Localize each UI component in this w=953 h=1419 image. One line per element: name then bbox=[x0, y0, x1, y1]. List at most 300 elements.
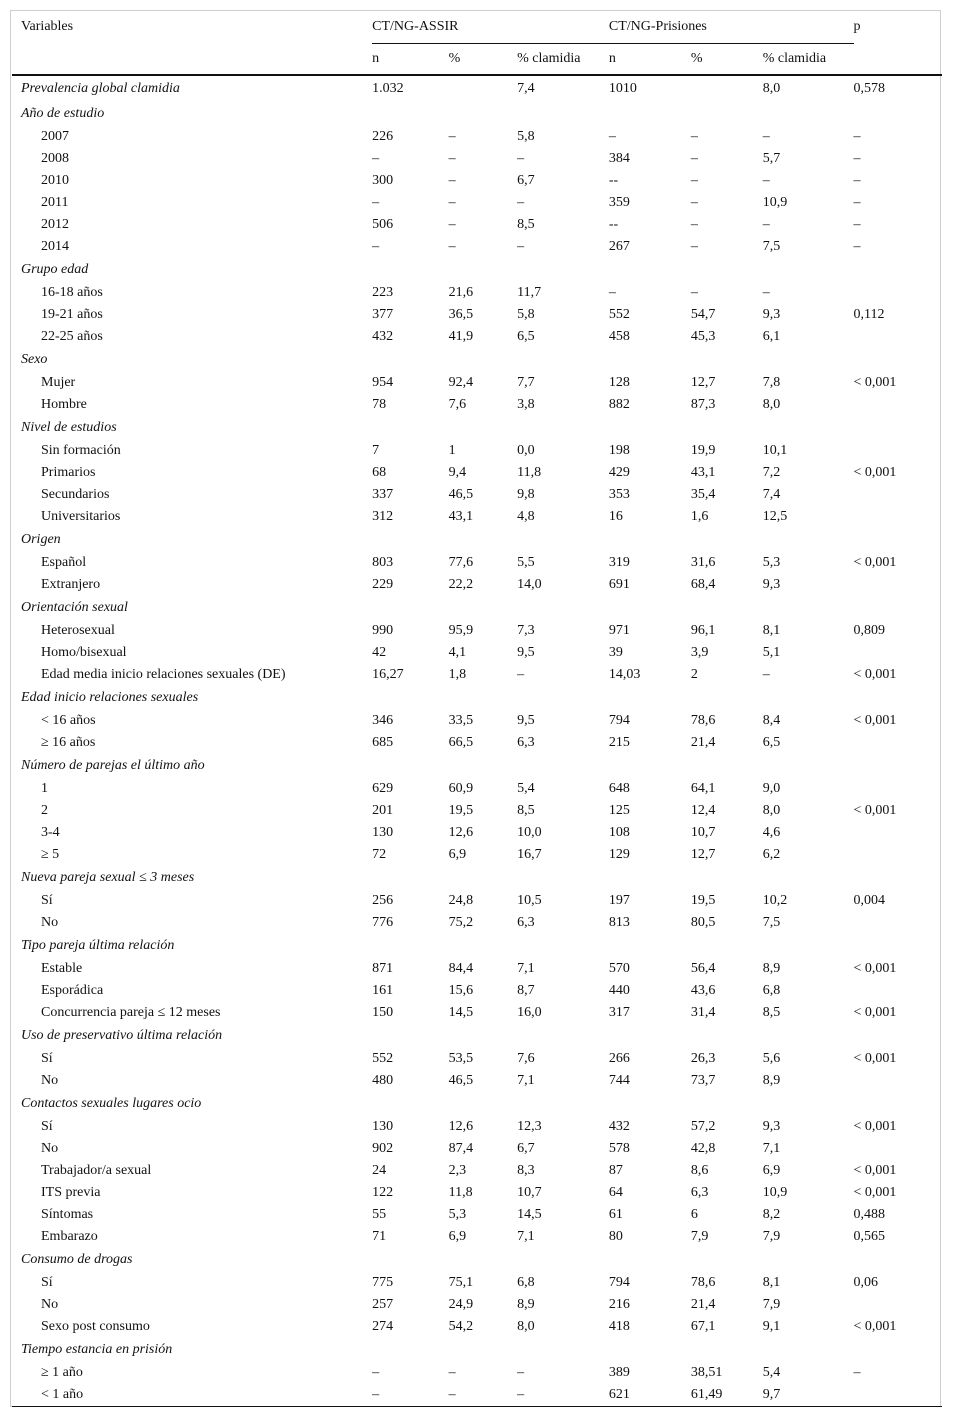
cell-assir-n: 161 bbox=[372, 983, 394, 998]
row-label: Concurrencia pareja ≤ 12 meses bbox=[41, 1005, 221, 1020]
cell-assir-pct: 22,2 bbox=[448, 577, 474, 592]
cell-prisiones-n: 14,03 bbox=[608, 667, 641, 682]
cell-prisiones-clamidia: 5,7 bbox=[762, 151, 781, 166]
table-row bbox=[12, 148, 942, 170]
cell-assir-clamidia: 5,8 bbox=[517, 129, 535, 144]
cell-assir-pct: 43,1 bbox=[448, 509, 474, 524]
cell-assir-clamidia: 7,7 bbox=[517, 375, 535, 390]
cell-assir-clamidia: 10,7 bbox=[517, 1185, 542, 1200]
cell-prisiones-pct: 54,7 bbox=[690, 307, 716, 322]
row-label: No bbox=[41, 915, 59, 930]
cell-assir-clamidia: 6,3 bbox=[517, 735, 535, 750]
cell-assir-clamidia: 12,3 bbox=[517, 1119, 542, 1134]
cell-prisiones-n: 570 bbox=[608, 961, 630, 976]
cell-prisiones-n: 418 bbox=[608, 1319, 630, 1334]
cell-assir-n: 229 bbox=[372, 577, 394, 592]
row-label: No bbox=[41, 1073, 59, 1088]
cell-p-value: – bbox=[853, 173, 861, 188]
cell-prisiones-pct: 10,7 bbox=[690, 825, 716, 840]
cell-assir-n: 1.032 bbox=[372, 81, 404, 96]
table-row bbox=[12, 1138, 942, 1160]
row-label: Homo/bisexual bbox=[41, 645, 127, 660]
cell-prisiones-n: – bbox=[608, 285, 616, 300]
cell-prisiones-pct: 12,4 bbox=[690, 803, 716, 818]
cell-p-value: 0,565 bbox=[853, 1229, 886, 1244]
table-row bbox=[12, 642, 942, 664]
cell-prisiones-clamidia: 6,8 bbox=[762, 983, 781, 998]
cell-prisiones-pct: 68,4 bbox=[690, 577, 716, 592]
cell-p-value: < 0,001 bbox=[853, 1163, 897, 1178]
table-row bbox=[12, 192, 942, 214]
section-label: Consumo de drogas bbox=[21, 1252, 133, 1267]
cell-assir-clamidia: 16,7 bbox=[517, 847, 542, 862]
cell-prisiones-clamidia: 7,2 bbox=[762, 465, 781, 480]
cell-assir-n: 274 bbox=[372, 1319, 394, 1334]
cell-prisiones-clamidia: 7,5 bbox=[762, 239, 781, 254]
cell-p-value: < 0,001 bbox=[853, 1051, 897, 1066]
cell-prisiones-pct bbox=[691, 75, 763, 102]
header-assir-clamidia: % clamidia bbox=[517, 43, 609, 75]
cell-prisiones-clamidia: 7,5 bbox=[762, 915, 781, 930]
cell-prisiones-n: 16 bbox=[608, 509, 623, 524]
cell-prisiones-clamidia: 8,1 bbox=[762, 1275, 781, 1290]
cell-prisiones-pct: 67,1 bbox=[690, 1319, 716, 1334]
cell-prisiones-pct: – bbox=[690, 217, 698, 232]
cell-assir-n: – bbox=[372, 1387, 380, 1402]
table-row bbox=[12, 170, 942, 192]
section-label: Año de estudio bbox=[21, 106, 105, 121]
cell-assir-clamidia: 14,0 bbox=[517, 577, 542, 592]
row-label: Trabajador/a sexual bbox=[41, 1163, 152, 1178]
cell-assir-n: 506 bbox=[372, 217, 394, 232]
cell-prisiones-pct: 12,7 bbox=[690, 375, 716, 390]
data-table bbox=[12, 12, 942, 1407]
cell-prisiones-clamidia: – bbox=[762, 129, 770, 144]
row-label: ≥ 5 bbox=[41, 847, 60, 862]
cell-prisiones-n: 794 bbox=[608, 713, 630, 728]
row-label: Universitarios bbox=[41, 509, 121, 524]
header-row-groups bbox=[12, 12, 942, 43]
cell-assir-n: 552 bbox=[372, 1051, 394, 1066]
table-row bbox=[12, 664, 942, 686]
cell-prisiones-clamidia: 9,3 bbox=[762, 307, 781, 322]
cell-assir-pct bbox=[449, 75, 518, 102]
cell-prisiones-n: 128 bbox=[608, 375, 630, 390]
cell-assir-pct: – bbox=[448, 195, 456, 210]
cell-assir-pct: 1 bbox=[448, 443, 456, 458]
cell-assir-n: 902 bbox=[372, 1141, 394, 1156]
section-row bbox=[12, 102, 942, 126]
cell-assir-n: 130 bbox=[372, 1119, 394, 1134]
table-row bbox=[12, 778, 942, 800]
cell-assir-clamidia: 7,6 bbox=[517, 1051, 535, 1066]
cell-p-value: < 0,001 bbox=[853, 555, 897, 570]
cell-assir-pct: 75,2 bbox=[448, 915, 474, 930]
cell-prisiones-pct: 78,6 bbox=[690, 1275, 716, 1290]
cell-assir-clamidia: 6,5 bbox=[517, 329, 535, 344]
cell-prisiones-clamidia: 7,1 bbox=[762, 1141, 781, 1156]
cell-assir-clamidia: 6,7 bbox=[517, 1141, 535, 1156]
cell-assir-n: 16,27 bbox=[372, 667, 404, 682]
cell-assir-pct: 24,9 bbox=[448, 1297, 474, 1312]
section-row bbox=[12, 348, 942, 372]
cell-assir-clamidia: 8,5 bbox=[517, 803, 535, 818]
cell-prisiones-pct: 26,3 bbox=[690, 1051, 716, 1066]
table-row bbox=[12, 1226, 942, 1248]
table-row bbox=[12, 1384, 942, 1407]
table-row bbox=[12, 732, 942, 754]
table-row bbox=[12, 1362, 942, 1384]
cell-assir-n: 226 bbox=[372, 129, 394, 144]
row-label: Hombre bbox=[41, 397, 87, 412]
cell-assir-clamidia: 7,4 bbox=[517, 81, 535, 96]
row-label: 2008 bbox=[41, 151, 69, 166]
cell-assir-n: 223 bbox=[372, 285, 394, 300]
cell-prisiones-pct: 12,7 bbox=[690, 847, 716, 862]
row-label: 19-21 años bbox=[41, 307, 103, 322]
cell-prisiones-n: 359 bbox=[608, 195, 630, 210]
cell-assir-clamidia: 8,9 bbox=[517, 1297, 535, 1312]
cell-prisiones-n: 971 bbox=[608, 623, 630, 638]
header-blank-p bbox=[854, 43, 942, 75]
cell-p-value bbox=[854, 484, 942, 506]
cell-p-value bbox=[854, 282, 942, 304]
cell-prisiones-clamidia: 8,0 bbox=[762, 803, 781, 818]
cell-prisiones-pct: 56,4 bbox=[690, 961, 716, 976]
section-row bbox=[12, 1338, 942, 1362]
header-prisiones-pct: % bbox=[691, 43, 763, 75]
table-row bbox=[12, 822, 942, 844]
cell-p-value: – bbox=[853, 195, 861, 210]
table-row bbox=[12, 844, 942, 866]
cell-assir-clamidia: 7,3 bbox=[517, 623, 535, 638]
cell-assir-pct: 2,3 bbox=[448, 1163, 467, 1178]
section-label: Orientación sexual bbox=[21, 600, 128, 615]
cell-prisiones-clamidia: 4,6 bbox=[762, 825, 781, 840]
cell-prisiones-n: 429 bbox=[608, 465, 630, 480]
row-label: Sexo post consumo bbox=[41, 1319, 150, 1334]
cell-assir-n: 776 bbox=[372, 915, 394, 930]
table-row bbox=[12, 1272, 942, 1294]
cell-assir-pct: – bbox=[448, 129, 456, 144]
cell-prisiones-n: 458 bbox=[608, 329, 630, 344]
table-row bbox=[12, 800, 942, 822]
cell-p-value: < 0,001 bbox=[853, 713, 897, 728]
cell-p-value bbox=[854, 844, 942, 866]
cell-assir-n: – bbox=[372, 151, 380, 166]
cell-assir-n: 346 bbox=[372, 713, 394, 728]
cell-prisiones-n: 882 bbox=[608, 397, 630, 412]
cell-prisiones-clamidia: 8,9 bbox=[762, 1073, 781, 1088]
cell-assir-n: 201 bbox=[372, 803, 394, 818]
cell-assir-pct: 66,5 bbox=[448, 735, 474, 750]
cell-assir-pct: 36,5 bbox=[448, 307, 474, 322]
row-label: 22-25 años bbox=[41, 329, 103, 344]
section-row bbox=[12, 866, 942, 890]
table-header bbox=[12, 12, 942, 75]
cell-assir-clamidia: 9,8 bbox=[517, 487, 535, 502]
cell-p-value: 0,578 bbox=[853, 81, 886, 96]
cell-prisiones-clamidia: 5,4 bbox=[762, 1365, 781, 1380]
header-variables: Variables bbox=[21, 19, 74, 34]
cell-prisiones-n: 621 bbox=[608, 1387, 630, 1402]
cell-p-value: < 0,001 bbox=[853, 375, 897, 390]
cell-prisiones-n: 432 bbox=[608, 1119, 630, 1134]
cell-prisiones-clamidia: 8,2 bbox=[762, 1207, 781, 1222]
table-row bbox=[12, 1204, 942, 1226]
cell-assir-n: 954 bbox=[372, 375, 394, 390]
summary-row bbox=[12, 75, 942, 102]
row-label: 2011 bbox=[41, 195, 69, 210]
cell-prisiones-pct: 31,6 bbox=[690, 555, 716, 570]
section-row bbox=[12, 686, 942, 710]
cell-assir-n: 300 bbox=[372, 173, 394, 188]
section-row bbox=[12, 528, 942, 552]
cell-assir-clamidia: 8,0 bbox=[517, 1319, 535, 1334]
section-label: Edad inicio relaciones sexuales bbox=[21, 690, 199, 705]
cell-prisiones-n: 215 bbox=[608, 735, 630, 750]
cell-p-value: – bbox=[853, 1365, 861, 1380]
cell-p-value bbox=[854, 1070, 942, 1092]
cell-assir-n: 122 bbox=[372, 1185, 394, 1200]
cell-prisiones-n: 39 bbox=[608, 645, 623, 660]
row-label: Español bbox=[41, 555, 87, 570]
cell-assir-clamidia: 5,5 bbox=[517, 555, 535, 570]
cell-prisiones-n: 87 bbox=[608, 1163, 623, 1178]
cell-prisiones-n: 1010 bbox=[608, 81, 637, 96]
cell-assir-pct: 15,6 bbox=[448, 983, 474, 998]
cell-p-value: 0,809 bbox=[853, 623, 886, 638]
cell-prisiones-clamidia: 6,2 bbox=[762, 847, 781, 862]
cell-p-value: – bbox=[853, 151, 861, 166]
cell-prisiones-n: 353 bbox=[608, 487, 630, 502]
cell-assir-pct: 77,6 bbox=[448, 555, 474, 570]
cell-assir-clamidia: 10,5 bbox=[517, 893, 542, 908]
row-label: 1 bbox=[41, 781, 48, 796]
row-label: Embarazo bbox=[41, 1229, 98, 1244]
table-row bbox=[12, 1182, 942, 1204]
cell-prisiones-pct: 61,49 bbox=[690, 1387, 723, 1402]
table-body bbox=[12, 75, 942, 1407]
cell-prisiones-clamidia: 5,1 bbox=[762, 645, 781, 660]
cell-assir-pct: – bbox=[448, 239, 456, 254]
row-label: ≥ 1 año bbox=[41, 1365, 83, 1380]
table-row bbox=[12, 1116, 942, 1138]
cell-prisiones-pct: 57,2 bbox=[690, 1119, 716, 1134]
header-prisiones-n: n bbox=[609, 43, 691, 75]
cell-p-value bbox=[854, 1138, 942, 1160]
section-label: Número de parejas el último año bbox=[21, 758, 205, 773]
cell-assir-clamidia: – bbox=[517, 239, 525, 254]
cell-prisiones-pct: 19,9 bbox=[690, 443, 716, 458]
cell-prisiones-n: 691 bbox=[608, 577, 630, 592]
cell-assir-pct: – bbox=[448, 1365, 456, 1380]
table-row bbox=[12, 326, 942, 348]
cell-prisiones-n: 317 bbox=[608, 1005, 630, 1020]
cell-prisiones-n: 64 bbox=[608, 1185, 623, 1200]
cell-p-value: < 0,001 bbox=[853, 465, 897, 480]
cell-assir-clamidia: 7,1 bbox=[517, 961, 535, 976]
cell-assir-clamidia: 3,8 bbox=[517, 397, 535, 412]
cell-prisiones-clamidia: – bbox=[762, 217, 770, 232]
cell-assir-clamidia: 8,5 bbox=[517, 217, 535, 232]
section-label: Nivel de estudios bbox=[21, 420, 117, 435]
cell-assir-pct: – bbox=[448, 217, 456, 232]
row-label: 2012 bbox=[41, 217, 69, 232]
cell-assir-n: 42 bbox=[372, 645, 387, 660]
cell-p-value: < 0,001 bbox=[853, 1005, 897, 1020]
table-row bbox=[12, 484, 942, 506]
cell-prisiones-clamidia: 8,5 bbox=[762, 1005, 781, 1020]
cell-prisiones-clamidia: 10,9 bbox=[762, 1185, 788, 1200]
cell-assir-n: 72 bbox=[372, 847, 387, 862]
cell-prisiones-n: 125 bbox=[608, 803, 630, 818]
cell-assir-clamidia: – bbox=[517, 151, 525, 166]
cell-assir-clamidia: 0,0 bbox=[517, 443, 535, 458]
cell-assir-n: 629 bbox=[372, 781, 394, 796]
cell-prisiones-clamidia: 10,9 bbox=[762, 195, 788, 210]
cell-assir-n: 71 bbox=[372, 1229, 387, 1244]
cell-assir-clamidia: 6,3 bbox=[517, 915, 535, 930]
row-label: Sí bbox=[41, 1275, 53, 1290]
cell-assir-pct: – bbox=[448, 173, 456, 188]
cell-p-value bbox=[854, 1384, 942, 1407]
cell-prisiones-pct: 87,3 bbox=[690, 397, 716, 412]
cell-prisiones-n: -- bbox=[608, 217, 619, 232]
cell-p-value: < 0,001 bbox=[853, 667, 897, 682]
cell-prisiones-pct: 19,5 bbox=[690, 893, 716, 908]
row-label: Sí bbox=[41, 893, 53, 908]
cell-prisiones-n: 129 bbox=[608, 847, 630, 862]
cell-p-value bbox=[854, 912, 942, 934]
row-label: No bbox=[41, 1141, 59, 1156]
section-label: Grupo edad bbox=[21, 262, 89, 277]
row-label: 16-18 años bbox=[41, 285, 103, 300]
cell-prisiones-pct: 21,4 bbox=[690, 1297, 716, 1312]
cell-assir-n: 480 bbox=[372, 1073, 394, 1088]
row-label: Sí bbox=[41, 1051, 53, 1066]
cell-assir-pct: 21,6 bbox=[448, 285, 474, 300]
cell-p-value bbox=[854, 822, 942, 844]
row-label: < 16 años bbox=[41, 713, 96, 728]
cell-assir-clamidia: 9,5 bbox=[517, 645, 535, 660]
cell-p-value bbox=[854, 732, 942, 754]
cell-assir-pct: 60,9 bbox=[448, 781, 474, 796]
table-row bbox=[12, 890, 942, 912]
cell-prisiones-pct: 80,5 bbox=[690, 915, 716, 930]
cell-p-value: 0,06 bbox=[853, 1275, 879, 1290]
cell-assir-clamidia: 5,4 bbox=[517, 781, 535, 796]
cell-prisiones-pct: – bbox=[690, 151, 698, 166]
table-row bbox=[12, 1294, 942, 1316]
section-label: Contactos sexuales lugares ocio bbox=[21, 1096, 202, 1111]
cell-prisiones-clamidia: – bbox=[762, 173, 770, 188]
cell-prisiones-n: 578 bbox=[608, 1141, 630, 1156]
cell-prisiones-n: – bbox=[608, 129, 616, 144]
cell-assir-pct: 46,5 bbox=[448, 487, 474, 502]
cell-assir-pct: 6,9 bbox=[448, 847, 467, 862]
cell-assir-clamidia: 4,8 bbox=[517, 509, 535, 524]
cell-assir-clamidia: 5,8 bbox=[517, 307, 535, 322]
header-group-assir: CT/NG-ASSIR bbox=[372, 12, 609, 43]
cell-assir-pct: 14,5 bbox=[448, 1005, 474, 1020]
table-row bbox=[12, 372, 942, 394]
cell-prisiones-clamidia: – bbox=[762, 285, 770, 300]
cell-prisiones-clamidia: 9,7 bbox=[762, 1387, 781, 1402]
cell-p-value: 0,004 bbox=[853, 893, 886, 908]
section-row bbox=[12, 1092, 942, 1116]
cell-prisiones-clamidia: 8,4 bbox=[762, 713, 781, 728]
cell-p-value: – bbox=[853, 217, 861, 232]
cell-p-value bbox=[854, 980, 942, 1002]
row-label: ITS previa bbox=[41, 1185, 101, 1200]
cell-prisiones-pct: 8,6 bbox=[690, 1163, 709, 1178]
table-row bbox=[12, 710, 942, 732]
row-label: Sin formación bbox=[41, 443, 121, 458]
header-p: p bbox=[853, 19, 861, 34]
cell-prisiones-pct: 38,51 bbox=[690, 1365, 723, 1380]
cell-prisiones-clamidia: 9,3 bbox=[762, 577, 781, 592]
cell-assir-n: 257 bbox=[372, 1297, 394, 1312]
row-label: 2010 bbox=[41, 173, 69, 188]
section-row bbox=[12, 934, 942, 958]
cell-prisiones-n: 794 bbox=[608, 1275, 630, 1290]
cell-assir-n: 432 bbox=[372, 329, 394, 344]
cell-p-value bbox=[854, 506, 942, 528]
cell-assir-clamidia: – bbox=[517, 667, 525, 682]
cell-assir-n: 78 bbox=[372, 397, 387, 412]
cell-prisiones-pct: 7,9 bbox=[690, 1229, 709, 1244]
cell-assir-pct: 11,8 bbox=[448, 1185, 473, 1200]
cell-prisiones-clamidia: 7,9 bbox=[762, 1297, 781, 1312]
cell-assir-n: 68 bbox=[372, 465, 387, 480]
cell-prisiones-clamidia: 6,5 bbox=[762, 735, 781, 750]
section-label: Tiempo estancia en prisión bbox=[21, 1342, 173, 1357]
cell-p-value: < 0,001 bbox=[853, 1119, 897, 1134]
cell-assir-clamidia: 16,0 bbox=[517, 1005, 542, 1020]
row-label: Heterosexual bbox=[41, 623, 115, 638]
cell-assir-clamidia: 10,0 bbox=[517, 825, 542, 840]
cell-assir-clamidia: 8,7 bbox=[517, 983, 535, 998]
cell-prisiones-clamidia: 7,4 bbox=[762, 487, 781, 502]
cell-assir-pct: 54,2 bbox=[448, 1319, 474, 1334]
cell-prisiones-n: 108 bbox=[608, 825, 630, 840]
row-label: Primarios bbox=[41, 465, 96, 480]
cell-assir-n: 24 bbox=[372, 1163, 387, 1178]
cell-assir-pct: 95,9 bbox=[448, 623, 474, 638]
cell-assir-pct: 1,8 bbox=[448, 667, 467, 682]
cell-p-value bbox=[854, 1294, 942, 1316]
cell-prisiones-pct: 6 bbox=[690, 1207, 698, 1222]
cell-prisiones-clamidia: 7,9 bbox=[762, 1229, 781, 1244]
cell-prisiones-pct: 73,7 bbox=[690, 1073, 716, 1088]
table-row bbox=[12, 958, 942, 980]
cell-p-value: 0,112 bbox=[853, 307, 885, 322]
cell-prisiones-pct: 21,4 bbox=[690, 735, 716, 750]
cell-assir-pct: 84,4 bbox=[448, 961, 474, 976]
header-assir-n: n bbox=[372, 43, 448, 75]
row-label: ≥ 16 años bbox=[41, 735, 96, 750]
cell-prisiones-n: 266 bbox=[608, 1051, 630, 1066]
header-blank bbox=[12, 43, 372, 75]
cell-assir-n: 256 bbox=[372, 893, 394, 908]
cell-p-value bbox=[854, 394, 942, 416]
cell-assir-pct: 87,4 bbox=[448, 1141, 474, 1156]
cell-p-value bbox=[854, 326, 942, 348]
cell-prisiones-clamidia: 9,3 bbox=[762, 1119, 781, 1134]
table-row bbox=[12, 304, 942, 326]
cell-assir-n: 7 bbox=[372, 443, 380, 458]
